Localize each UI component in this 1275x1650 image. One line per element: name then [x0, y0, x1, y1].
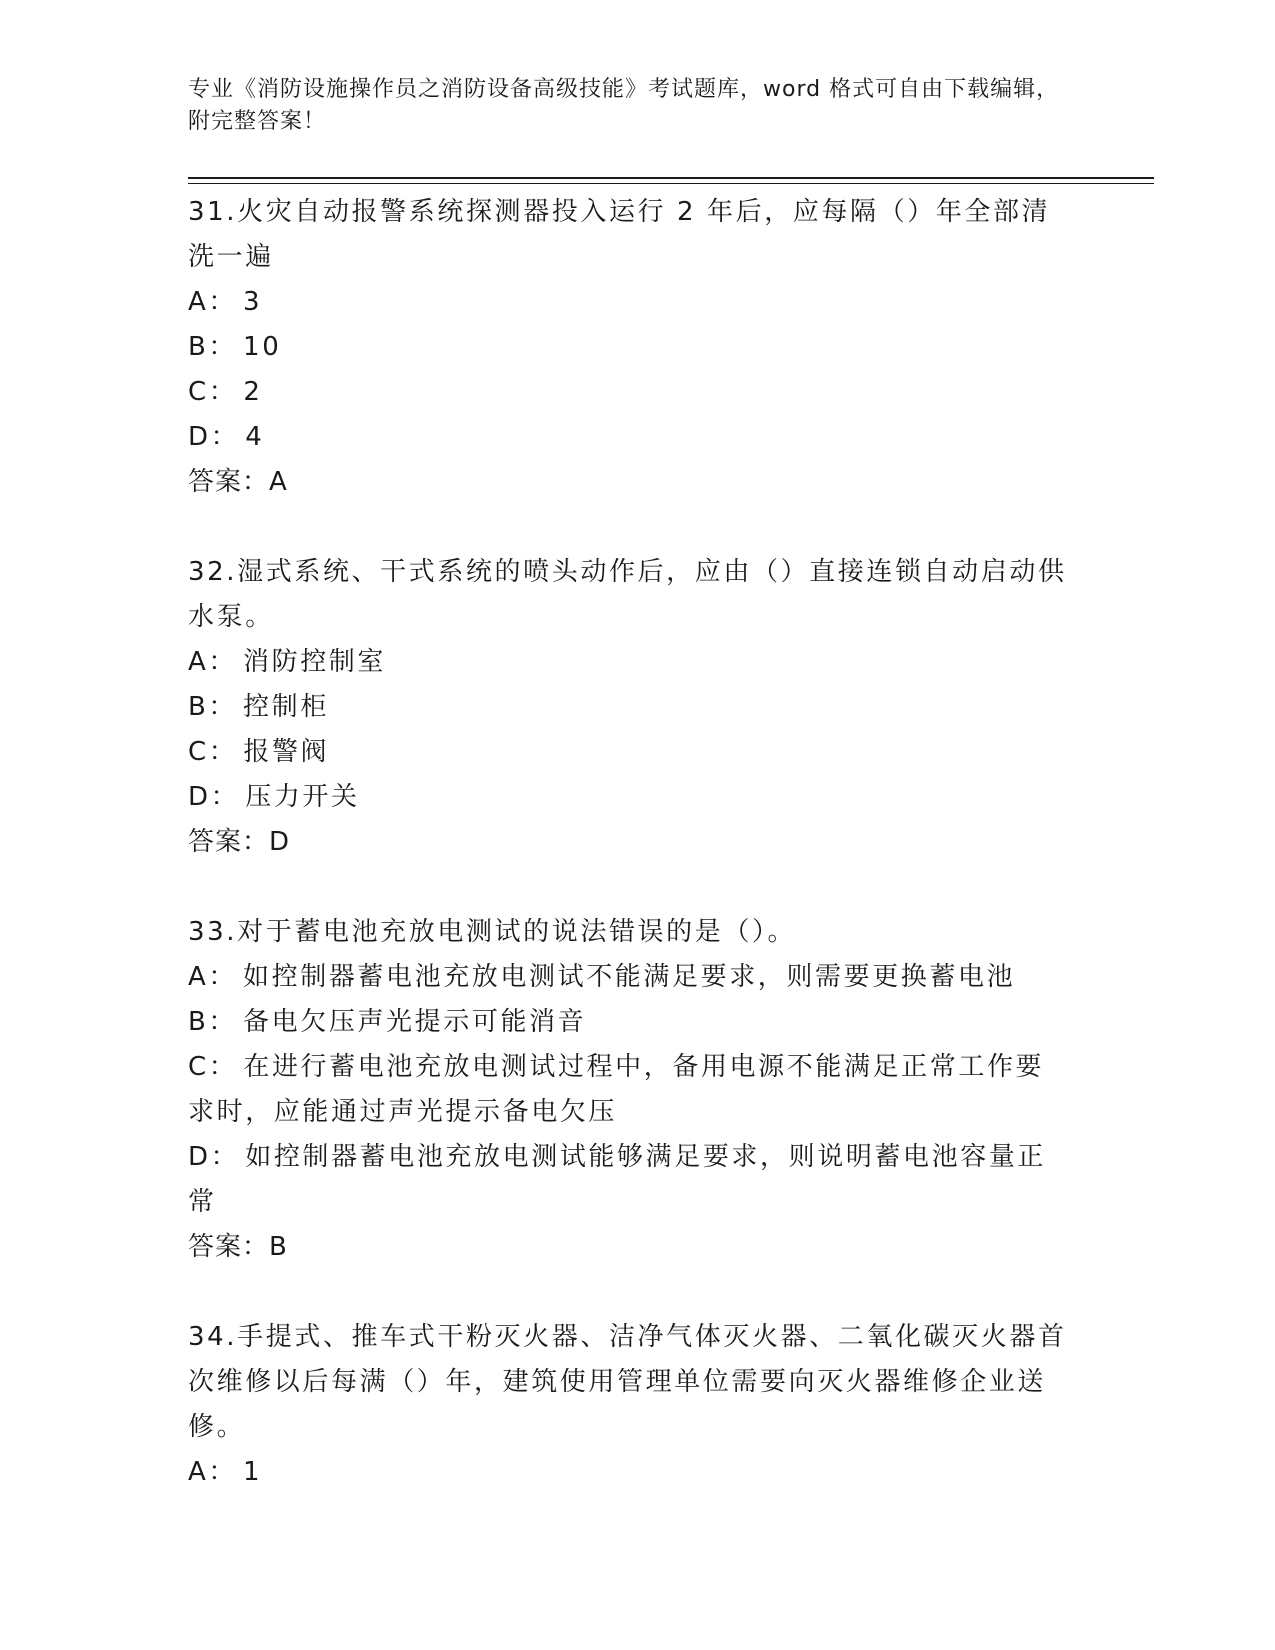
option-key: C： — [188, 737, 238, 767]
option-text: 备电欠压声光提示可能消音 — [243, 1007, 587, 1037]
question-33 — [188, 910, 1068, 1269]
option-key: C： — [188, 1052, 238, 1082]
question-stem: 对于蓄电池充放电测试的说法错误的是（）。 — [237, 917, 797, 947]
option-key: A： — [188, 1457, 237, 1487]
option-a — [188, 955, 1068, 1000]
option-text: 2 — [243, 377, 263, 407]
document-intro: 专业《消防设施操作员之消防设备高级技能》考试题库，word 格式可自由下载编辑，附完整答案！ — [188, 77, 1060, 134]
question-text — [188, 550, 1068, 640]
option-key: A： — [188, 962, 237, 992]
option-text: 控制柜 — [243, 692, 329, 722]
question-stem: 湿式系统、干式系统的喷头动作后，应由（）直接连锁自动启动供水泵。 — [188, 557, 1067, 632]
question-list — [188, 190, 1068, 1541]
answer-line: 答案：A — [188, 467, 288, 497]
answer-line: 答案：D — [188, 827, 291, 857]
question-34 — [188, 1315, 1068, 1495]
option-key: A： — [188, 287, 237, 317]
option-key: B： — [188, 332, 238, 362]
option-key: D： — [188, 422, 240, 452]
header-divider-thin — [188, 183, 1154, 184]
header-divider-thick — [188, 177, 1154, 179]
question-text — [188, 190, 1068, 280]
option-key: D： — [188, 782, 240, 812]
option-text: 如控制器蓄电池充放电测试能够满足要求，则说明蓄电池容量正常 — [188, 1142, 1047, 1217]
question-text — [188, 1315, 1068, 1450]
question-number: 32. — [188, 557, 238, 587]
option-key: D： — [188, 1142, 240, 1172]
option-key: A： — [188, 647, 237, 677]
option-c — [188, 1045, 1068, 1135]
option-text: 3 — [243, 287, 263, 317]
question-stem: 火灾自动报警系统探测器投入运行 2 年后，应每隔（）年全部清洗一遍 — [188, 197, 1051, 272]
option-a — [188, 280, 1068, 325]
option-key: C： — [188, 377, 238, 407]
question-32 — [188, 550, 1068, 864]
option-d — [188, 775, 1068, 820]
option-b — [188, 325, 1068, 370]
option-text: 1 — [243, 1457, 263, 1487]
option-d — [188, 415, 1068, 460]
option-text: 在进行蓄电池充放电测试过程中，备用电源不能满足正常工作要求时，应能通过声光提示备电欠压 — [188, 1052, 1045, 1127]
question-text — [188, 910, 1068, 955]
option-text: 10 — [243, 332, 282, 362]
option-text: 4 — [245, 422, 265, 452]
answer-line: 答案：B — [188, 1232, 288, 1262]
option-text: 报警阀 — [243, 737, 330, 767]
option-b — [188, 685, 1068, 730]
option-key: B： — [188, 692, 238, 722]
option-text: 压力开关 — [245, 782, 360, 812]
option-text: 消防控制室 — [243, 647, 387, 677]
option-key: B： — [188, 1007, 238, 1037]
option-c — [188, 730, 1068, 775]
question-number: 31. — [188, 197, 238, 227]
question-number: 33. — [188, 917, 238, 947]
option-b — [188, 1000, 1068, 1045]
option-d — [188, 1135, 1068, 1225]
question-number: 34. — [188, 1322, 238, 1352]
option-a — [188, 1450, 1068, 1495]
option-c — [188, 370, 1068, 415]
option-a — [188, 640, 1068, 685]
option-text: 如控制器蓄电池充放电测试不能满足要求，则需要更换蓄电池 — [243, 962, 1016, 992]
question-31 — [188, 190, 1068, 504]
question-stem: 手提式、推车式干粉灭火器、洁净气体灭火器、二氧化碳灭火器首次维修以后每满（）年，建筑使用管理单位需要向灭火器维修企业送修。 — [188, 1322, 1067, 1442]
